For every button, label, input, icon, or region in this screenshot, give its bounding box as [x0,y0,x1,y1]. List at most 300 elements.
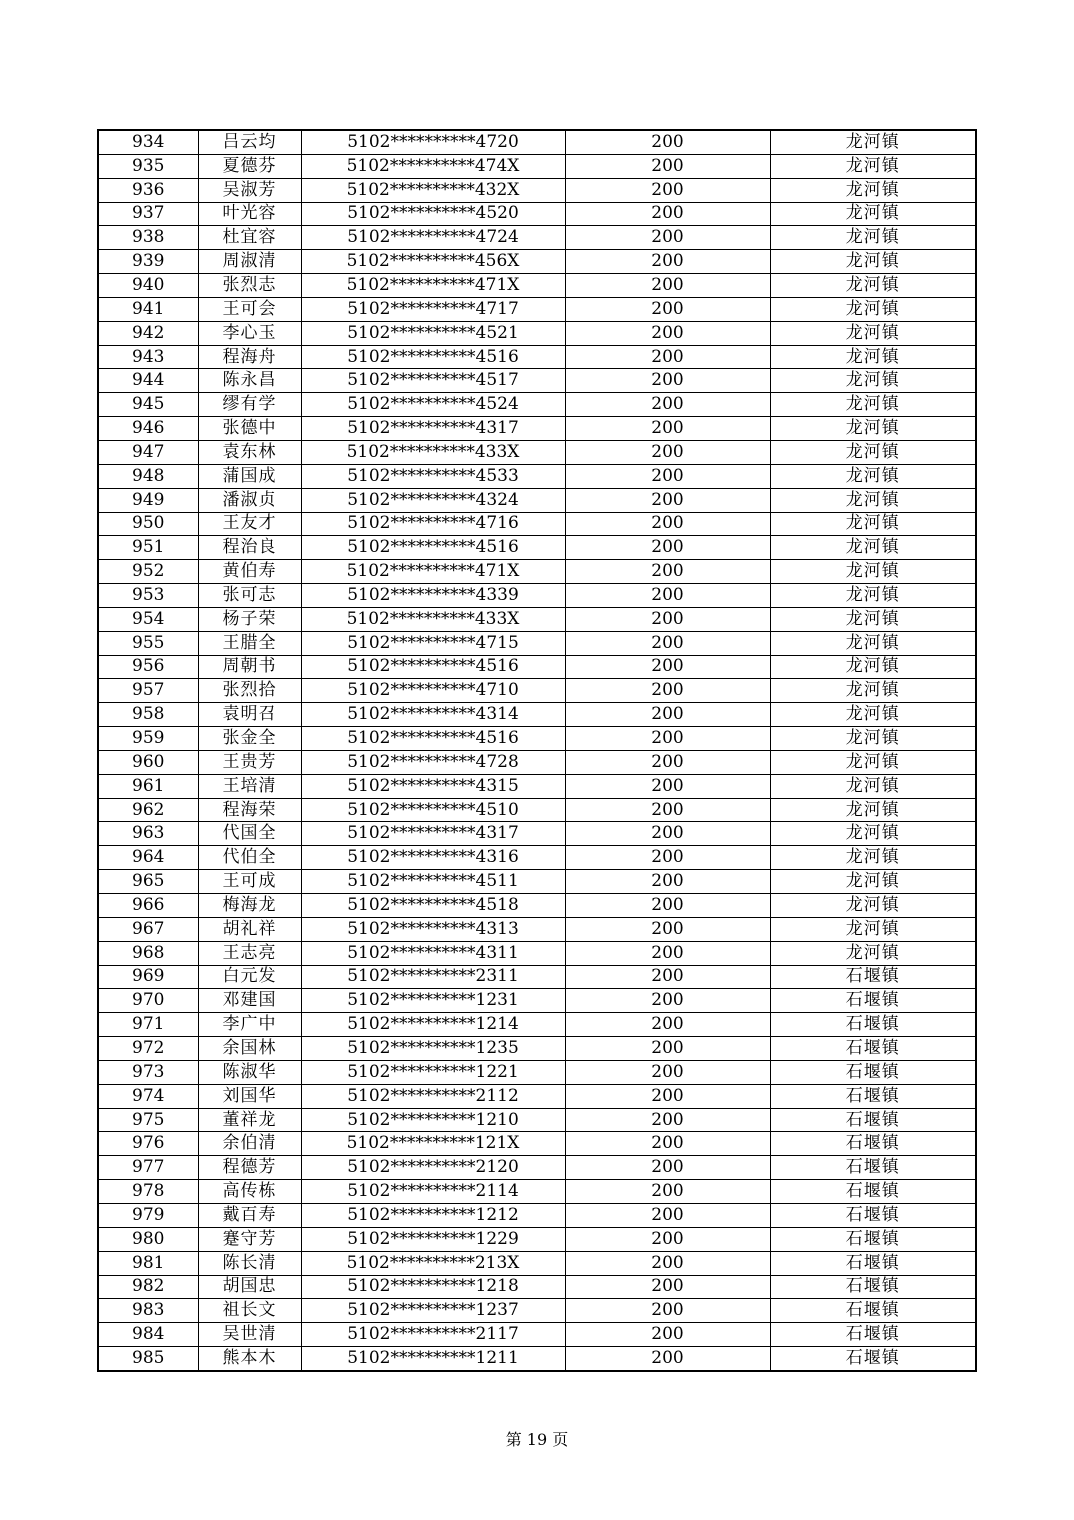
row-number-cell: 974 [98,1084,198,1108]
id-number-cell: 5102**********2120 [301,1156,565,1180]
town-cell: 石堰镇 [770,1132,976,1156]
amount-cell: 200 [565,631,770,655]
row-number-cell: 958 [98,703,198,727]
id-number-cell: 5102**********433X [301,607,565,631]
town-cell: 石堰镇 [770,1323,976,1347]
amount-cell: 200 [565,154,770,178]
town-cell: 龙河镇 [770,536,976,560]
amount-cell: 200 [565,1180,770,1204]
town-cell: 石堰镇 [770,965,976,989]
id-number-cell: 5102**********2311 [301,965,565,989]
name-cell: 张德中 [198,417,301,441]
name-cell: 白元发 [198,965,301,989]
amount-cell: 200 [565,1227,770,1251]
id-number-cell: 5102**********4516 [301,727,565,751]
id-number-cell: 5102**********4516 [301,655,565,679]
table-row [98,297,976,321]
name-cell: 熊本木 [198,1347,301,1371]
id-number-cell: 5102**********4517 [301,369,565,393]
id-number-cell: 5102**********1237 [301,1299,565,1323]
id-number-cell: 5102**********4710 [301,679,565,703]
id-number-cell: 5102**********4339 [301,584,565,608]
subsidy-list-table [97,129,977,1372]
amount-cell: 200 [565,584,770,608]
town-cell: 石堰镇 [770,1251,976,1275]
table-row [98,989,976,1013]
row-number-cell: 947 [98,440,198,464]
table-row [98,965,976,989]
town-cell: 龙河镇 [770,440,976,464]
row-number-cell: 985 [98,1347,198,1371]
row-number-cell: 979 [98,1203,198,1227]
name-cell: 王志亮 [198,941,301,965]
id-number-cell: 5102**********4533 [301,464,565,488]
id-number-cell: 5102**********4521 [301,321,565,345]
id-number-cell: 5102**********4516 [301,536,565,560]
name-cell: 程德芳 [198,1156,301,1180]
id-number-cell: 5102**********1231 [301,989,565,1013]
amount-cell: 200 [565,1251,770,1275]
id-number-cell: 5102**********432X [301,178,565,202]
id-number-cell: 5102**********1229 [301,1227,565,1251]
name-cell: 刘国华 [198,1084,301,1108]
name-cell: 胡礼祥 [198,917,301,941]
table-row [98,130,976,154]
town-cell: 龙河镇 [770,560,976,584]
amount-cell: 200 [565,297,770,321]
row-number-cell: 960 [98,750,198,774]
id-number-cell: 5102**********4314 [301,703,565,727]
town-cell: 龙河镇 [770,631,976,655]
table-row [98,369,976,393]
town-cell: 龙河镇 [770,750,976,774]
name-cell: 陈永昌 [198,369,301,393]
row-number-cell: 962 [98,798,198,822]
name-cell: 张可志 [198,584,301,608]
amount-cell: 200 [565,1323,770,1347]
row-number-cell: 970 [98,989,198,1013]
name-cell: 杜宜容 [198,226,301,250]
name-cell: 杨子荣 [198,607,301,631]
table-row [98,321,976,345]
town-cell: 石堰镇 [770,989,976,1013]
name-cell: 蒲国成 [198,464,301,488]
row-number-cell: 978 [98,1180,198,1204]
town-cell: 石堰镇 [770,1084,976,1108]
id-number-cell: 5102**********1221 [301,1060,565,1084]
id-number-cell: 5102**********2117 [301,1323,565,1347]
town-cell: 石堰镇 [770,1108,976,1132]
row-number-cell: 969 [98,965,198,989]
name-cell: 吴淑芳 [198,178,301,202]
id-number-cell: 5102**********4516 [301,345,565,369]
amount-cell: 200 [565,655,770,679]
amount-cell: 200 [565,417,770,441]
id-number-cell: 5102**********1218 [301,1275,565,1299]
name-cell: 周朝书 [198,655,301,679]
table-row [98,870,976,894]
name-cell: 祖长文 [198,1299,301,1323]
id-number-cell: 5102**********4324 [301,488,565,512]
town-cell: 龙河镇 [770,250,976,274]
amount-cell: 200 [565,321,770,345]
row-number-cell: 955 [98,631,198,655]
name-cell: 张烈拾 [198,679,301,703]
amount-cell: 200 [565,202,770,226]
id-number-cell: 5102**********4510 [301,798,565,822]
row-number-cell: 981 [98,1251,198,1275]
amount-cell: 200 [565,750,770,774]
town-cell: 龙河镇 [770,727,976,751]
amount-cell: 200 [565,727,770,751]
id-number-cell: 5102**********4317 [301,417,565,441]
town-cell: 龙河镇 [770,894,976,918]
town-cell: 龙河镇 [770,321,976,345]
table-row [98,1275,976,1299]
name-cell: 邓建国 [198,989,301,1013]
row-number-cell: 951 [98,536,198,560]
amount-cell: 200 [565,1060,770,1084]
amount-cell: 200 [565,1132,770,1156]
row-number-cell: 946 [98,417,198,441]
table-row [98,1037,976,1061]
id-number-cell: 5102**********1214 [301,1013,565,1037]
row-number-cell: 976 [98,1132,198,1156]
amount-cell: 200 [565,1156,770,1180]
id-number-cell: 5102**********471X [301,560,565,584]
name-cell: 李心玉 [198,321,301,345]
amount-cell: 200 [565,1013,770,1037]
row-number-cell: 936 [98,178,198,202]
row-number-cell: 968 [98,941,198,965]
name-cell: 蹇守芳 [198,1227,301,1251]
town-cell: 龙河镇 [770,822,976,846]
table-row [98,798,976,822]
name-cell: 高传栋 [198,1180,301,1204]
town-cell: 石堰镇 [770,1347,976,1371]
row-number-cell: 965 [98,870,198,894]
amount-cell: 200 [565,894,770,918]
table-row [98,226,976,250]
name-cell: 王贵芳 [198,750,301,774]
table-row [98,512,976,536]
row-number-cell: 944 [98,369,198,393]
id-number-cell: 5102**********1211 [301,1347,565,1371]
table-row [98,727,976,751]
table-row [98,488,976,512]
town-cell: 龙河镇 [770,941,976,965]
row-number-cell: 963 [98,822,198,846]
name-cell: 余国林 [198,1037,301,1061]
town-cell: 龙河镇 [770,202,976,226]
amount-cell: 200 [565,679,770,703]
town-cell: 石堰镇 [770,1037,976,1061]
id-number-cell: 5102**********121X [301,1132,565,1156]
id-number-cell: 5102**********4313 [301,917,565,941]
name-cell: 夏德芬 [198,154,301,178]
row-number-cell: 935 [98,154,198,178]
amount-cell: 200 [565,130,770,154]
town-cell: 龙河镇 [770,870,976,894]
table-row [98,750,976,774]
row-number-cell: 973 [98,1060,198,1084]
name-cell: 王可会 [198,297,301,321]
amount-cell: 200 [565,1108,770,1132]
table-row [98,894,976,918]
row-number-cell: 938 [98,226,198,250]
table-row [98,1299,976,1323]
town-cell: 石堰镇 [770,1013,976,1037]
name-cell: 董祥龙 [198,1108,301,1132]
name-cell: 程海舟 [198,345,301,369]
amount-cell: 200 [565,607,770,631]
name-cell: 王培清 [198,774,301,798]
row-number-cell: 949 [98,488,198,512]
id-number-cell: 5102**********1212 [301,1203,565,1227]
row-number-cell: 964 [98,846,198,870]
row-number-cell: 959 [98,727,198,751]
table-row [98,1203,976,1227]
id-number-cell: 5102**********4315 [301,774,565,798]
row-number-cell: 956 [98,655,198,679]
amount-cell: 200 [565,965,770,989]
amount-cell: 200 [565,917,770,941]
name-cell: 戴百寿 [198,1203,301,1227]
amount-cell: 200 [565,226,770,250]
table-row [98,607,976,631]
row-number-cell: 953 [98,584,198,608]
town-cell: 龙河镇 [770,226,976,250]
town-cell: 龙河镇 [770,393,976,417]
amount-cell: 200 [565,1203,770,1227]
table-row [98,1180,976,1204]
town-cell: 石堰镇 [770,1060,976,1084]
name-cell: 胡国忠 [198,1275,301,1299]
id-number-cell: 5102**********4311 [301,941,565,965]
table-row [98,536,976,560]
town-cell: 龙河镇 [770,130,976,154]
amount-cell: 200 [565,393,770,417]
name-cell: 潘淑贞 [198,488,301,512]
row-number-cell: 983 [98,1299,198,1323]
town-cell: 龙河镇 [770,774,976,798]
table-row [98,1013,976,1037]
name-cell: 李广中 [198,1013,301,1037]
page-number: 第 19 页 [505,1430,569,1449]
name-cell: 叶光容 [198,202,301,226]
name-cell: 吕云均 [198,130,301,154]
town-cell: 龙河镇 [770,512,976,536]
table-row [98,1084,976,1108]
town-cell: 龙河镇 [770,488,976,512]
row-number-cell: 934 [98,130,198,154]
row-number-cell: 961 [98,774,198,798]
name-cell: 缪有学 [198,393,301,417]
id-number-cell: 5102**********4717 [301,297,565,321]
town-cell: 石堰镇 [770,1156,976,1180]
town-cell: 龙河镇 [770,679,976,703]
table-row [98,846,976,870]
amount-cell: 200 [565,1275,770,1299]
name-cell: 黄伯寿 [198,560,301,584]
id-number-cell: 5102**********4317 [301,822,565,846]
id-number-cell: 5102**********4316 [301,846,565,870]
town-cell: 龙河镇 [770,655,976,679]
id-number-cell: 5102**********433X [301,440,565,464]
table-row [98,679,976,703]
id-number-cell: 5102**********2114 [301,1180,565,1204]
amount-cell: 200 [565,464,770,488]
name-cell: 吴世清 [198,1323,301,1347]
table-row [98,941,976,965]
row-number-cell: 954 [98,607,198,631]
town-cell: 石堰镇 [770,1203,976,1227]
amount-cell: 200 [565,941,770,965]
row-number-cell: 977 [98,1156,198,1180]
amount-cell: 200 [565,250,770,274]
name-cell: 王友才 [198,512,301,536]
row-number-cell: 937 [98,202,198,226]
row-number-cell: 943 [98,345,198,369]
name-cell: 张烈志 [198,274,301,298]
row-number-cell: 939 [98,250,198,274]
id-number-cell: 5102**********456X [301,250,565,274]
table-row [98,584,976,608]
town-cell: 龙河镇 [770,154,976,178]
table-row [98,822,976,846]
amount-cell: 200 [565,536,770,560]
table-row [98,202,976,226]
id-number-cell: 5102**********1210 [301,1108,565,1132]
name-cell: 袁明召 [198,703,301,727]
amount-cell: 200 [565,822,770,846]
name-cell: 陈长清 [198,1251,301,1275]
table-row [98,655,976,679]
town-cell: 龙河镇 [770,584,976,608]
amount-cell: 200 [565,512,770,536]
id-number-cell: 5102**********4715 [301,631,565,655]
amount-cell: 200 [565,345,770,369]
row-number-cell: 940 [98,274,198,298]
id-number-cell: 5102**********2112 [301,1084,565,1108]
town-cell: 石堰镇 [770,1275,976,1299]
table-row [98,274,976,298]
town-cell: 石堰镇 [770,1180,976,1204]
row-number-cell: 972 [98,1037,198,1061]
amount-cell: 200 [565,989,770,1013]
town-cell: 龙河镇 [770,703,976,727]
table-row [98,631,976,655]
table-row [98,917,976,941]
amount-cell: 200 [565,870,770,894]
row-number-cell: 967 [98,917,198,941]
table-row [98,345,976,369]
town-cell: 龙河镇 [770,846,976,870]
table-row [98,1060,976,1084]
amount-cell: 200 [565,703,770,727]
town-cell: 龙河镇 [770,464,976,488]
amount-cell: 200 [565,369,770,393]
row-number-cell: 971 [98,1013,198,1037]
amount-cell: 200 [565,440,770,464]
amount-cell: 200 [565,488,770,512]
row-number-cell: 952 [98,560,198,584]
id-number-cell: 5102**********4518 [301,894,565,918]
town-cell: 龙河镇 [770,798,976,822]
id-number-cell: 5102**********4720 [301,130,565,154]
row-number-cell: 984 [98,1323,198,1347]
town-cell: 龙河镇 [770,369,976,393]
row-number-cell: 957 [98,679,198,703]
town-cell: 龙河镇 [770,417,976,441]
town-cell: 龙河镇 [770,178,976,202]
town-cell: 龙河镇 [770,274,976,298]
name-cell: 代伯全 [198,846,301,870]
table-row [98,703,976,727]
row-number-cell: 966 [98,894,198,918]
table-row [98,1251,976,1275]
amount-cell: 200 [565,274,770,298]
table-row [98,774,976,798]
id-number-cell: 5102**********4728 [301,750,565,774]
amount-cell: 200 [565,1084,770,1108]
amount-cell: 200 [565,560,770,584]
table-row [98,1323,976,1347]
row-number-cell: 980 [98,1227,198,1251]
town-cell: 龙河镇 [770,297,976,321]
id-number-cell: 5102**********1235 [301,1037,565,1061]
id-number-cell: 5102**********213X [301,1251,565,1275]
table-row [98,1108,976,1132]
table-row [98,464,976,488]
table-row [98,250,976,274]
table-row [98,1132,976,1156]
table-row [98,417,976,441]
amount-cell: 200 [565,1347,770,1371]
name-cell: 程海荣 [198,798,301,822]
name-cell: 王可成 [198,870,301,894]
id-number-cell: 5102**********471X [301,274,565,298]
amount-cell: 200 [565,178,770,202]
row-number-cell: 942 [98,321,198,345]
table-row [98,393,976,417]
name-cell: 陈淑华 [198,1060,301,1084]
table-row [98,1347,976,1371]
name-cell: 梅海龙 [198,894,301,918]
row-number-cell: 945 [98,393,198,417]
amount-cell: 200 [565,1037,770,1061]
table-row [98,178,976,202]
amount-cell: 200 [565,1299,770,1323]
town-cell: 龙河镇 [770,917,976,941]
town-cell: 石堰镇 [770,1299,976,1323]
row-number-cell: 941 [98,297,198,321]
table-row [98,1156,976,1180]
name-cell: 袁东林 [198,440,301,464]
id-number-cell: 5102**********4716 [301,512,565,536]
amount-cell: 200 [565,774,770,798]
town-cell: 龙河镇 [770,345,976,369]
name-cell: 程治良 [198,536,301,560]
row-number-cell: 950 [98,512,198,536]
name-cell: 周淑清 [198,250,301,274]
amount-cell: 200 [565,846,770,870]
amount-cell: 200 [565,798,770,822]
table-row [98,154,976,178]
id-number-cell: 5102**********4724 [301,226,565,250]
row-number-cell: 948 [98,464,198,488]
table-row [98,560,976,584]
